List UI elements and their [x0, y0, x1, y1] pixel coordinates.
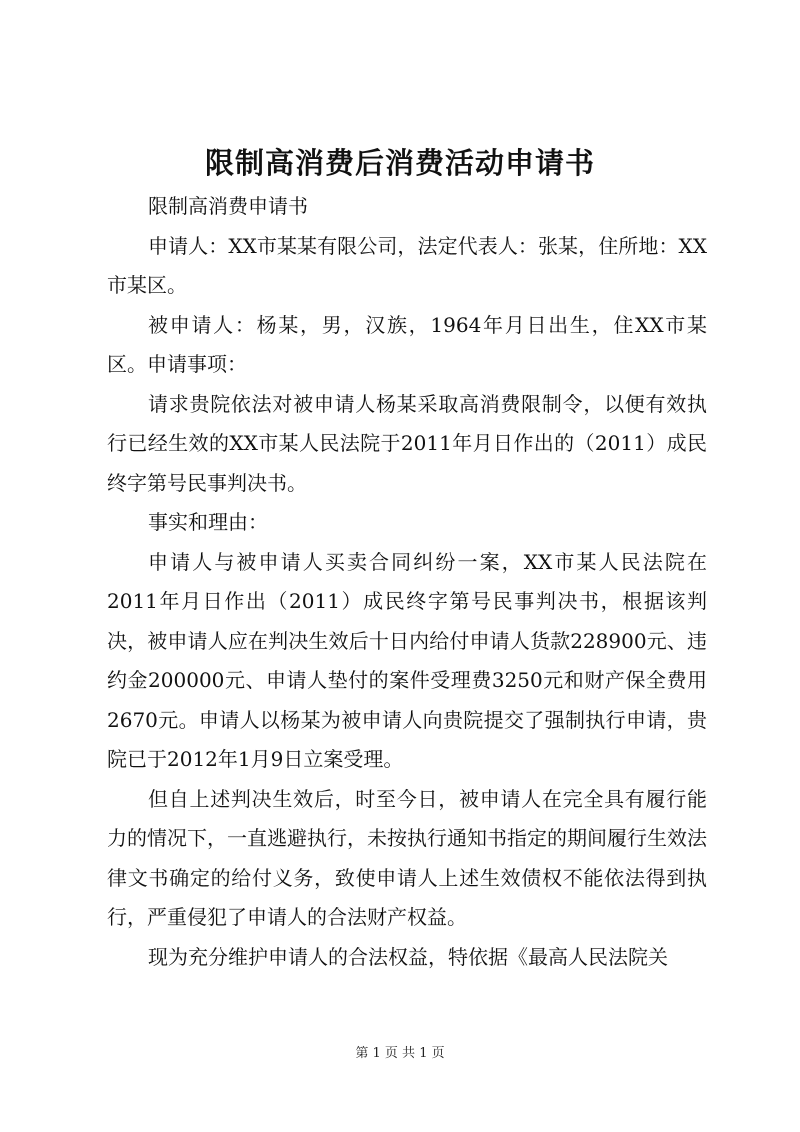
document-title: 限制高消费后消费活动申请书: [204, 146, 595, 180]
paragraph-facts: 申请人与被申请人买卖合同纠纷一案，XX市某人民法院在2011年月日作出（2011）成民终字第号民事判决书，根据该判决，被申请人应在判决生效后十日内给付申请人货款228900元、违约金200000元、申请人垫付的案件受理费3250元和财产保全费用2670元。申请人以杨某为被申请人向贵院提交了强制执行申请，贵院已于2012年1月9日立案受理。: [107, 549, 707, 771]
paragraph-evasion: 但自上述判决生效后，时至今日，被申请人在完全具有履行能力的情况下，一直逃避执行，未按执行通知书指定的期间履行生效法律文书确定的给付义务，致使申请人上述生效债权不能依法得到执行，严重侵犯了申请人的合法财产权益。: [107, 786, 707, 929]
paragraph-basis: 现为充分维护申请人的合法权益，特依据《最高人民法院关: [148, 944, 668, 969]
document-body: [107, 187, 707, 977]
paragraph-request: 请求贵院依法对被申请人杨某采取高消费限制令，以便有效执行已经生效的XX市某人民法院于2011年月日作出的（2011）成民终字第号民事判决书。: [107, 391, 707, 495]
paragraph-doc-heading: 限制高消费申请书: [148, 194, 308, 218]
paragraph-applicant: 申请人：XX市某某有限公司，法定代表人：张某，住所地：XX市某区。: [107, 233, 707, 297]
paragraph-facts-heading: 事实和理由：: [148, 510, 268, 534]
page-footer: 第 1 页 共 1 页: [355, 1046, 445, 1061]
paragraph-respondent: 被申请人：杨某，男，汉族，1964年月日出生，住XX市某区。申请事项：: [107, 312, 707, 376]
